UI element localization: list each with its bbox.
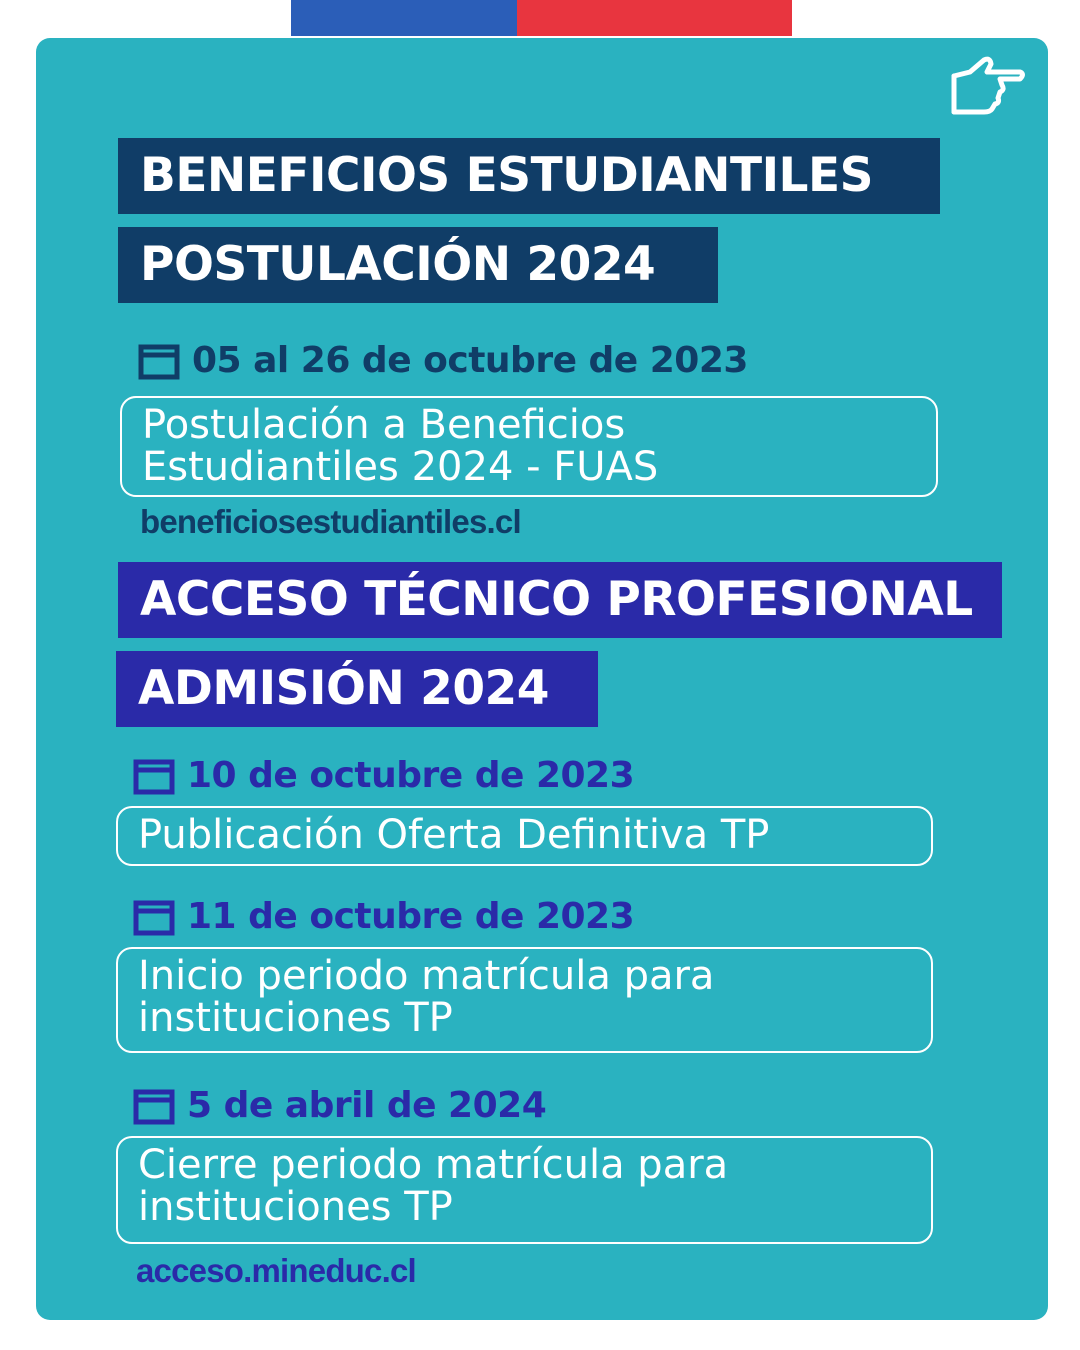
event-description-box: Postulación a Beneficios Estudiantiles 2024 - FUAS <box>120 396 938 497</box>
event-date: 11 de octubre de 2023 <box>187 896 635 937</box>
calendar-icon <box>133 757 175 795</box>
section2-title-line2: ADMISIÓN 2024 <box>116 651 598 727</box>
event-date: 05 al 26 de octubre de 2023 <box>192 340 748 381</box>
website-link[interactable]: beneficiosestudiantiles.cl <box>140 503 521 540</box>
flag-stripe-blue <box>291 0 517 36</box>
event-description-box: Publicación Oferta Definitiva TP <box>116 806 933 866</box>
section1-title-line2: POSTULACIÓN 2024 <box>118 227 718 303</box>
event-date-row <box>133 896 634 937</box>
event-date-row <box>133 1085 546 1126</box>
calendar-icon <box>133 898 175 936</box>
calendar-icon <box>138 342 180 380</box>
flag-stripe-red <box>517 0 792 36</box>
website-link[interactable]: acceso.mineduc.cl <box>136 1252 416 1289</box>
event-date: 10 de octubre de 2023 <box>187 755 635 796</box>
event-date-row <box>138 340 748 381</box>
event-date-row <box>133 755 634 796</box>
pointing-hand-icon <box>950 54 1028 116</box>
section1-title-line1: BENEFICIOS ESTUDIANTILES <box>118 138 940 214</box>
event-description-box: Cierre periodo matrícula para instituciones TP <box>116 1136 933 1244</box>
info-card <box>36 38 1048 1320</box>
event-description-box: Inicio periodo matrícula para instituciones TP <box>116 947 933 1053</box>
section2-title-line1: ACCESO TÉCNICO PROFESIONAL <box>118 562 1002 638</box>
calendar-icon <box>133 1087 175 1125</box>
event-date: 5 de abril de 2024 <box>187 1085 547 1126</box>
